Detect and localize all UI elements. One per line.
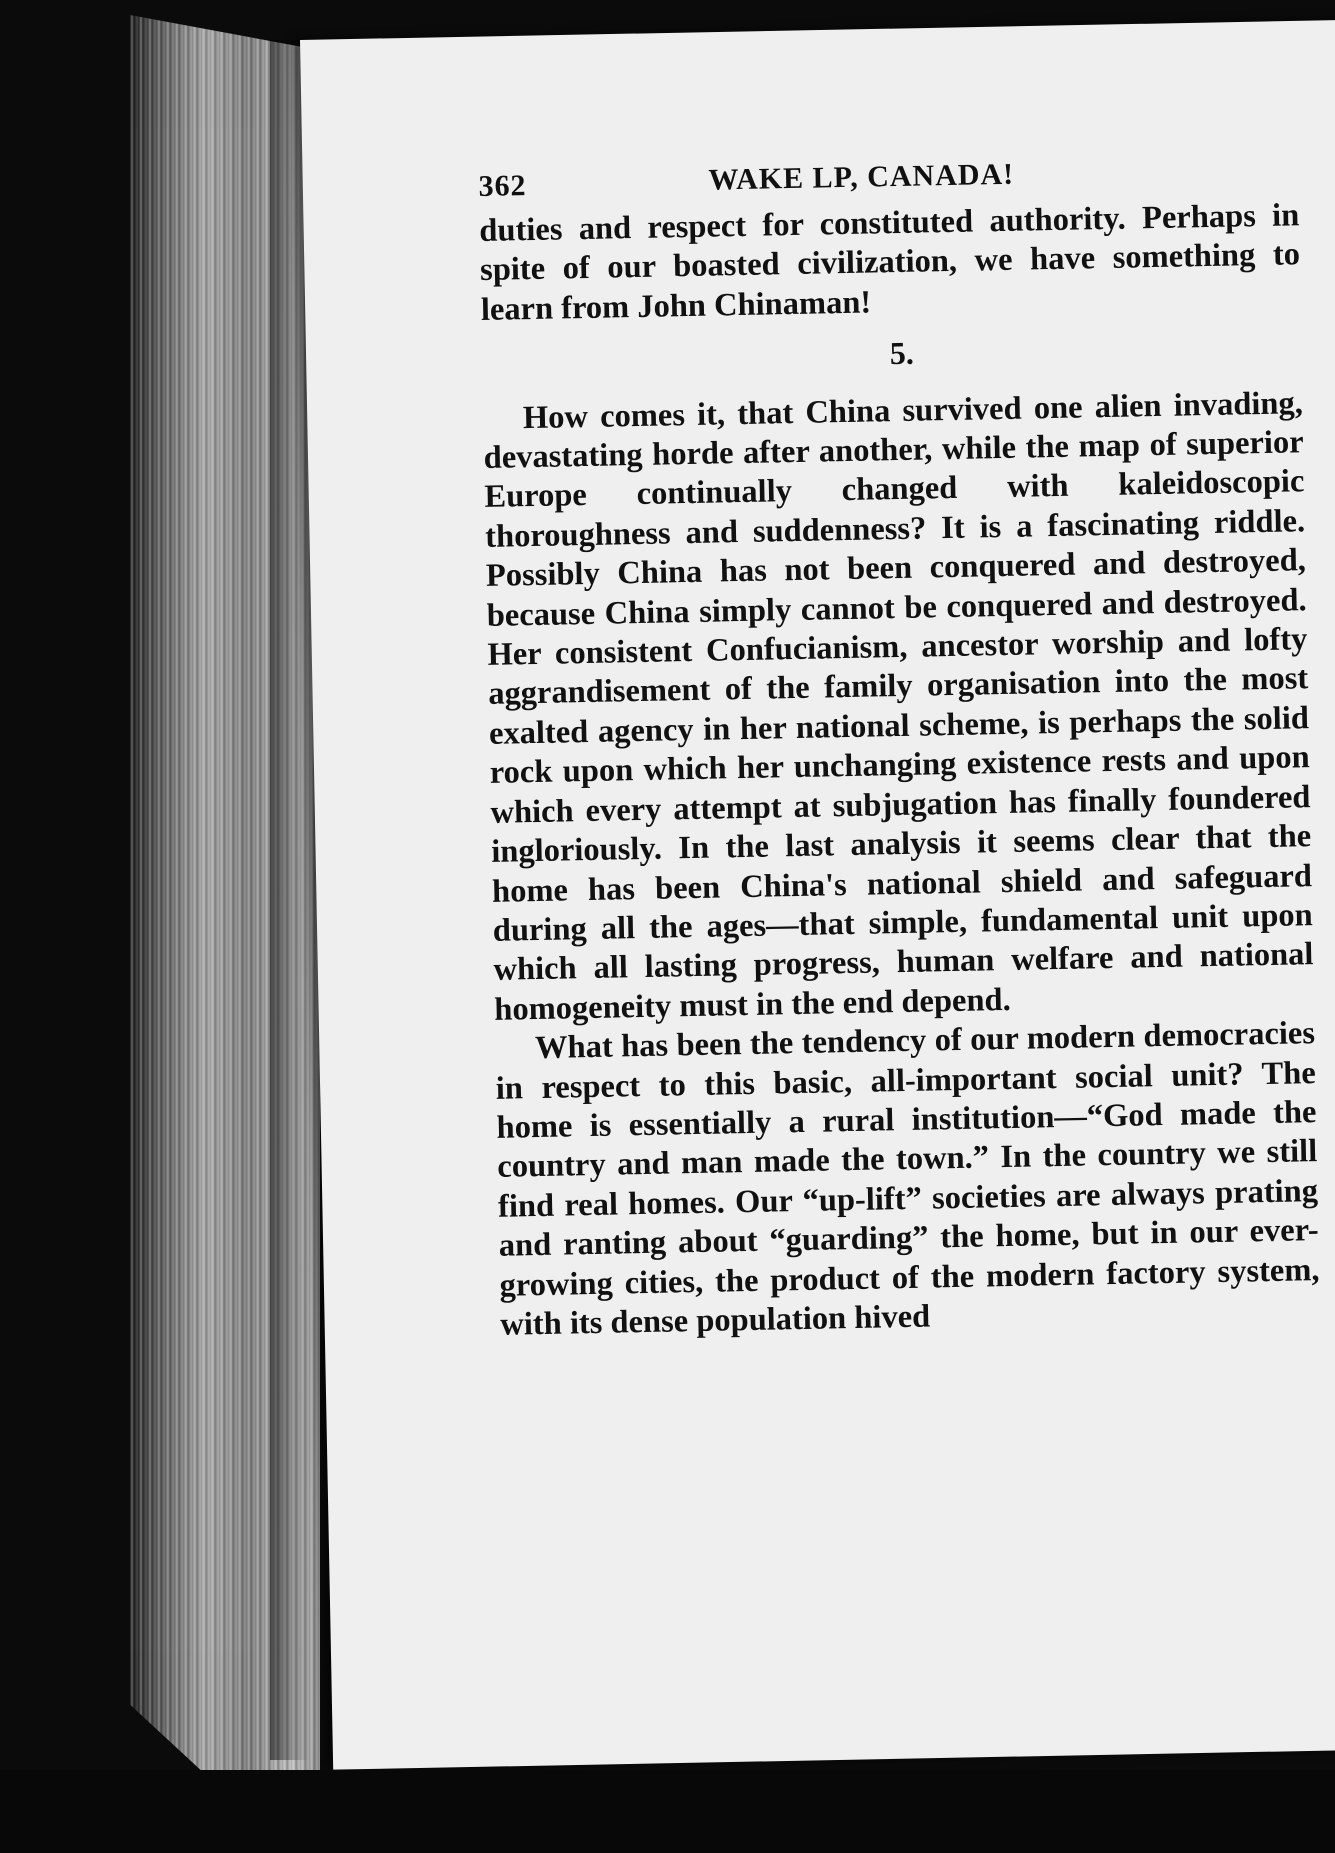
paragraph: How comes it, that China survived one alien invading, devastating horde after another, while the map of superior Europe continually changed with kaleidoscopic thoroughness and suddenness? It is a fascinating riddle. Possibly China has not been conquered and destroyed, because China simply cannot be conquered and destroyed. Her consistent Confucianism, ancestor worship and lofty aggrandisement of the family organisation into the most exalted agency in her national scheme, is perhaps the solid rock upon which her unchanging existence rests and upon which every attempt at subjugation has finally foundered ingloriously. In the last analysis it seems clear that the home has been China's national shield and safeguard during all the ages—that simple, fundamental unit upon which all lasting progress, human welfare and national homogeneity must in the end depend. bbox=[483, 384, 1314, 1028]
page-number: 362 bbox=[478, 169, 527, 203]
scan-bottom-border bbox=[0, 1770, 1335, 1853]
book-title: WAKE LP, CANADA! bbox=[708, 157, 1015, 197]
paragraph-continued: duties and respect for constituted authority. Perhaps in spite of our boasted civilization, we have something to learn from John Chinaman! bbox=[479, 197, 1301, 328]
page-text-block bbox=[478, 144, 1321, 1345]
section-number: 5. bbox=[889, 334, 915, 372]
paragraph: What has been the tendency of our modern democracies in respect to this basic, all-important social unit? The home is essentially a rural institution—“God made the country and man made the town.” In the country we still find real homes. Our “up-lift” societies are always prating and ranting about “guarding” the home, but in our ever-growing cities, the product of the modern factory system, with its dense population hived bbox=[495, 1015, 1320, 1343]
body-text bbox=[479, 196, 1321, 1345]
